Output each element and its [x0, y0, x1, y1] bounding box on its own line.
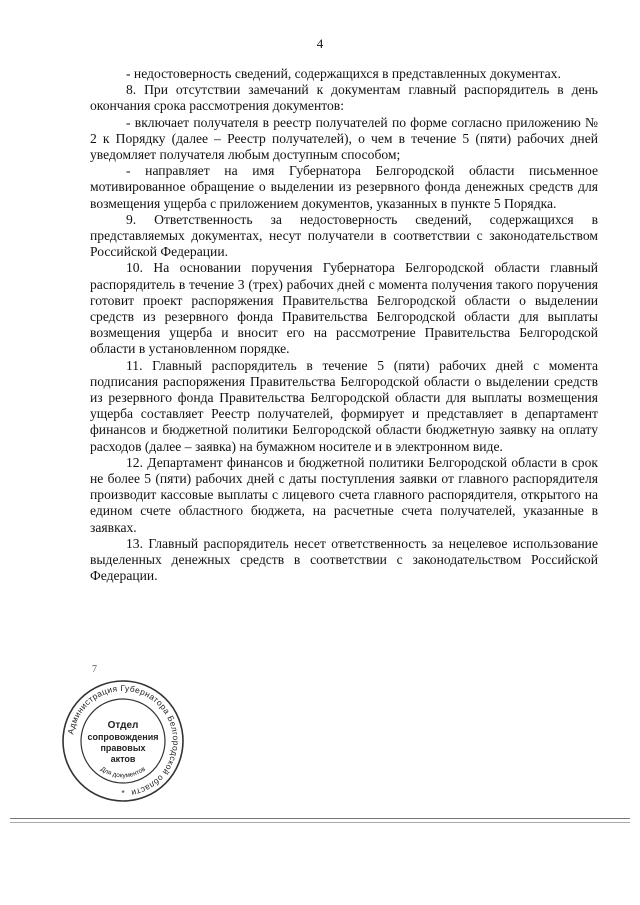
page-number: 4 [316, 36, 324, 51]
paragraph: - включает получателя в реестр получателей по форме согласно приложению № 2 к Порядку (далее – Реестр получателей), о чем в течение 5 (пяти) рабочих дней уведомляет получателя любым доступным способом; [90, 114, 598, 163]
paragraph: - направляет на имя Губернатора Белгородской области письменное мотивированное обращение о выделении из резервного фонда денежных средств для возмещения ущерба с приложением документов, указанных в пункте 5 Порядка. [90, 163, 598, 211]
paragraph: 9. Ответственность за недостоверность сведений, содержащихся в представляемых документах, несут получатели в соответствии с законодательством Российской Федерации. [90, 211, 598, 260]
paragraph: - недостоверность сведений, содержащихся в представленных документах. [126, 66, 561, 81]
stamp-line: правовых [100, 743, 146, 753]
paragraph: 10. На основании поручения Губернатора Белгородской области главный распорядитель в течение 3 (трех) рабочих дней с момента получения такого поручения готовит проект распоряжения Правительства Белгородской области о выделении средств из резервного фонда Правительства Белгородской области для выплаты возмещения ущерба и вносит его на рассмотрение Правительства Белгородской области в установленном порядке. [90, 260, 598, 357]
paragraph: 11. Главный распорядитель в течение 5 (пяти) рабочих дней с момента подписания распоряжения Правительства Белгородской области о выделении средств из резервного фонда Правительства Белгородской области для выплаты возмещения ущерба составляет Реестр получателей, формирует и представляет в департамент финансов и бюджетной политики Белгородской области бюджетную заявку на оплату расходов (далее – заявка) на бумажном носителе и в электронном виде. [90, 357, 598, 454]
stamp-bottom-text: Для документов [99, 765, 147, 780]
footer-rule [10, 818, 630, 819]
document-body [90, 66, 598, 585]
stamp-star: * [121, 789, 125, 798]
paragraph: 12. Департамент финансов и бюджетной политики Белгородской области в срок не более 5 (пяти) рабочих дней с даты поступления заявки от главного распорядителя производит кассовые выплаты с лицевого счета главного распорядителя, открытого на едином счете областного бюджета, на расчетные счета получателей, указанные в заявках. [90, 454, 598, 535]
stamp-line: Отдел [107, 720, 139, 731]
stamp-line: сопровождения [87, 732, 159, 742]
stamp-outer-text: Администрация Губернатора Белгородской области [65, 682, 182, 799]
footer-rule [10, 822, 630, 823]
official-stamp [60, 678, 186, 804]
scan-mark: 7 [92, 664, 97, 675]
paragraph: 13. Главный распорядитель несет ответственность за нецелевое использование выделенных денежных средств в соответствии с законодательством Российской Федерации. [90, 535, 598, 584]
paragraph: 8. При отсутствии замечаний к документам главный распорядитель в день окончания срока рассмотрения документов: [90, 82, 598, 114]
stamp-line: актов [110, 754, 136, 764]
